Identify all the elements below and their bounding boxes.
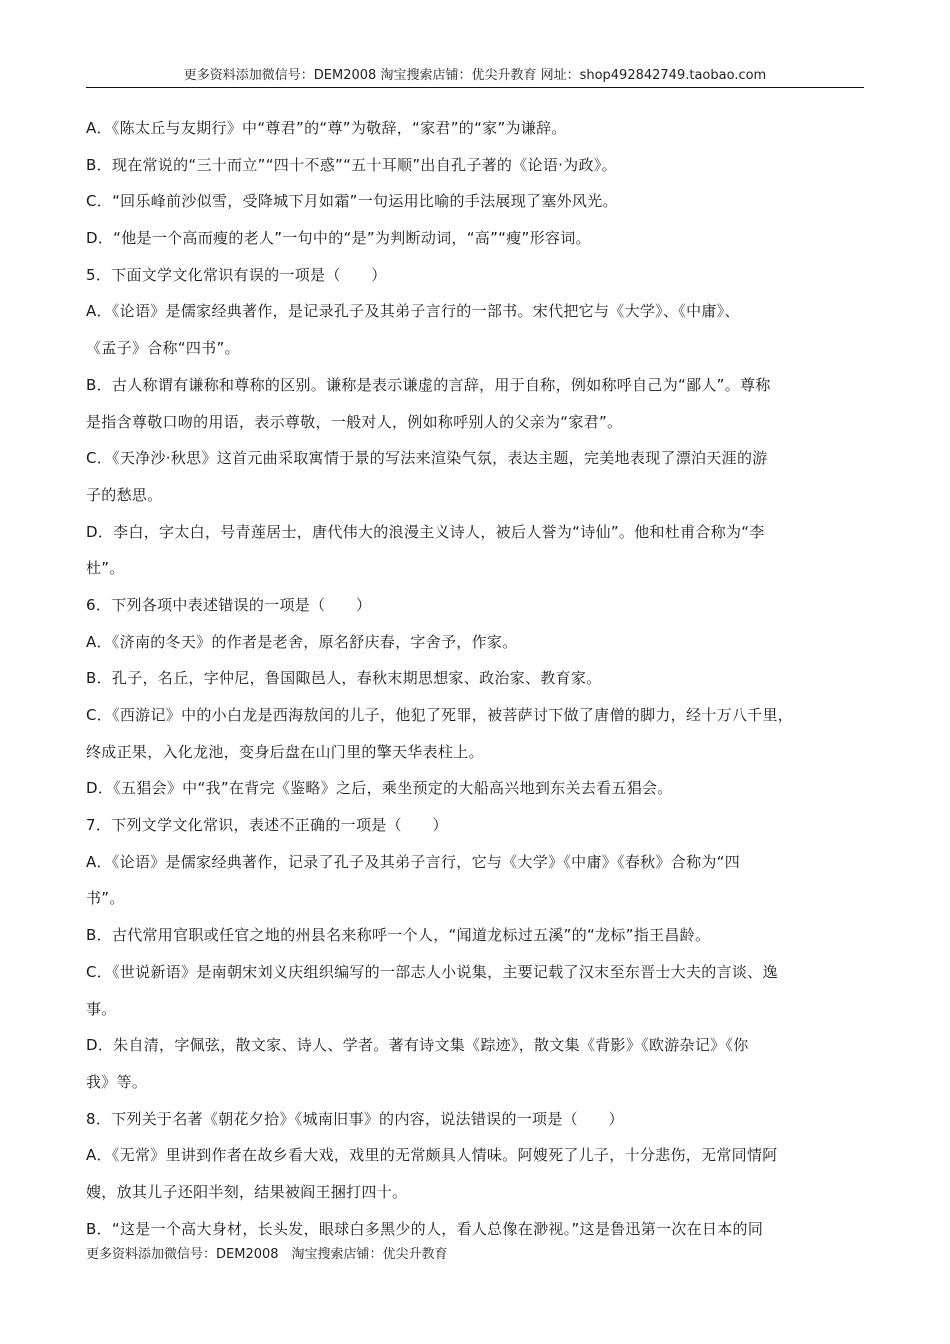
text-line: 终成正果，入化龙池，变身后盘在山门里的擎天华表柱上。 bbox=[86, 742, 484, 761]
text-line: C．《世说新语》是南朝宋刘义庆组织编写的一部志人小说集，主要记载了汉末至东晋士大夫的言谈、逸 bbox=[86, 962, 778, 981]
text-line: D．李白，字太白，号青莲居士，唐代伟大的浪漫主义诗人，被后人誉为“诗仙”。他和杜甫合称为“李 bbox=[86, 522, 765, 541]
text-line: C．《天净沙·秋思》这首元曲采取寓情于景的写法来渲染气氛，表达主题，完美地表现了漂泊天涯的游 bbox=[86, 449, 768, 468]
text-line: 嫂，放其儿子还阳半刻，结果被阎王捆打四十。 bbox=[86, 1182, 408, 1201]
text-line: D．朱自清，字佩弦，散文家、诗人、学者。著有诗文集《踪迹》，散文集《背影》《欧游杂记》《你 bbox=[86, 1036, 749, 1055]
text-line: B．孔子，名丘，字仲尼，鲁国陬邑人，春秋末期思想家、政治家、教育家。 bbox=[86, 669, 602, 688]
text-line: A．《论语》是儒家经典著作，是记录孔子及其弟子言行的一部书。宋代把它与《大学》、《中庸》、 bbox=[86, 302, 740, 321]
question-6-stem: 6．下列各项中表述错误的一项是（ ） bbox=[86, 595, 372, 614]
text-line: B．古人称谓有谦称和尊称的区别。谦称是表示谦虚的言辞，用于自称，例如称呼自己为“鄙人”。尊称 bbox=[86, 375, 771, 394]
text-line: 《孟子》合称“四书”。 bbox=[86, 339, 240, 358]
page-header: 更多资料添加微信号：DEM2008 淘宝搜索店铺：优尖升教育 网址：shop492842749.taobao.com bbox=[183, 68, 767, 83]
header-divider bbox=[86, 87, 864, 88]
text-line: A．《无常》里讲到作者在故乡看大戏，戏里的无常颇具人情味。阿嫂死了儿子，十分悲伤，无常同情阿 bbox=[86, 1146, 778, 1165]
text-line: 我》等。 bbox=[86, 1072, 148, 1091]
text-line: D．“他是一个高而瘦的老人”一句中的“是”为判断动词，“高”“瘦”形容词。 bbox=[86, 229, 591, 248]
text-line: A．《济南的冬天》的作者是老舍，原名舒庆春，字舍予，作家。 bbox=[86, 632, 518, 651]
text-line: C．《西游记》中的小白龙是西海敖闰的儿子，他犯了死罪，被菩萨讨下做了唐僧的脚力，经十万八千里， bbox=[86, 706, 794, 724]
question-5-stem: 5．下面文学文化常识有误的一项是（ ） bbox=[86, 265, 387, 284]
text-line: D．《五猖会》中“我”在背完《鉴略》之后，乘坐预定的大船高兴地到东关去看五猖会。 bbox=[86, 779, 673, 798]
question-7-stem: 7．下列文学文化常识，表述不正确的一项是（ ） bbox=[86, 816, 448, 835]
text-line: B．现在常说的“三十而立”“四十不惑”“五十耳顺”出自孔子著的《论语·为政》。 bbox=[86, 155, 617, 174]
text-line: 事。 bbox=[86, 999, 117, 1018]
text-line: 是指含尊敬口吻的用语，表示尊敬，一般对人，例如称呼别人的父亲为“家君”。 bbox=[86, 412, 623, 431]
question-8-stem: 8．下列关于名著《朝花夕拾》《城南旧事》的内容，说法错误的一项是（ ） bbox=[86, 1109, 624, 1128]
text-line: A．《陈太丘与友期行》中“尊君”的“尊”为敬辞，“家君”的“家”为谦辞。 bbox=[86, 119, 567, 137]
text-line: B．古代常用官职或任官之地的州县名来称呼一个人，“闻道龙标过五溪”的“龙标”指王昌龄。 bbox=[86, 926, 711, 945]
document-body bbox=[86, 110, 866, 1247]
text-line: 杜”。 bbox=[86, 559, 125, 578]
page-footer: 更多资料添加微信号：DEM2008 淘宝搜索店铺：优尖升教育 bbox=[86, 1247, 448, 1262]
text-line: A．《论语》是儒家经典著作，记录了孔子及其弟子言行，它与《大学》《中庸》《春秋》合称为“四 bbox=[86, 852, 741, 871]
text-line: 子的愁思。 bbox=[86, 485, 163, 504]
text-line: C．“回乐峰前沙似雪，受降城下月如霜”一句运用比喻的手法展现了塞外风光。 bbox=[86, 192, 618, 211]
text-line: B．“这是一个高大身材，长头发，眼球白多黑少的人，看人总像在渺视。”这是鲁迅第一次在日本的同 bbox=[86, 1219, 764, 1238]
text-line: 书”。 bbox=[86, 889, 125, 908]
